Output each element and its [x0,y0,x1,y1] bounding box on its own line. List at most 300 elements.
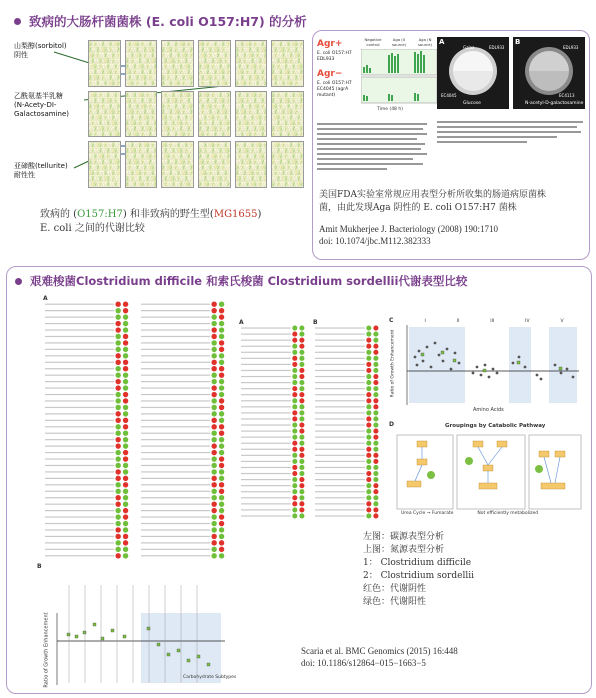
dot-row-label-placeholder [241,467,291,468]
phenotype-dot [366,404,371,409]
phenotype-dot [211,456,216,461]
dot-row-label-placeholder [45,504,114,505]
phenotype-dot [219,321,224,326]
phenotype-dot [373,501,378,506]
phenotype-dot [292,398,297,403]
phenotype-dot [115,456,120,461]
phenotype-dot [373,374,378,379]
amino-chart-ylabel: Ratio of Growth Enhancement [390,329,396,398]
section1-right-body [319,189,585,215]
caption-prefix: 致病的 ( [40,209,78,220]
dot-row-label-placeholder [315,467,365,468]
phenotype-dot [299,404,304,409]
dot-row-label-placeholder [141,426,210,427]
phenotype-dot [299,398,304,403]
dot-row-label-placeholder [45,529,114,530]
phenotype-dot [373,422,378,427]
phenotype-dot [292,368,297,373]
dot-row-label-placeholder [45,349,114,350]
phenotype-dot [123,385,128,390]
phenotype-dot [299,356,304,361]
dot-row-label-placeholder [315,479,365,480]
phenotype-dot [373,471,378,476]
phenotype-dot [211,347,216,352]
phenotype-dot [366,356,371,361]
phenotype-dot [366,338,371,343]
phenotype-dot [219,534,224,539]
phenotype-dot [373,435,378,440]
plate-a-tag: EDL933 [489,45,505,50]
plate-photo-a [437,37,509,109]
body-cn-line2: 菌，由此发现Aga 阴性的 E. coli O157:H7 菌株 [319,203,517,213]
phenotype-dot [373,404,378,409]
phenotype-dot [211,437,216,442]
phenotype-dot [123,437,128,442]
phenotype-dot [292,471,297,476]
phenotype-dot [219,398,224,403]
phenotype-dot [366,350,371,355]
agr-time-label: Time (48 h) [377,107,403,112]
phenotype-dot [115,476,120,481]
dot-row-label-placeholder [315,352,365,353]
phenotype-dot [123,314,128,319]
dot-row-label-placeholder [45,426,114,427]
dot-row-label-placeholder [315,497,365,498]
phenotype-dot [115,501,120,506]
phenotype-dot [299,392,304,397]
dot-row-label-placeholder [45,368,114,369]
dot-row-label-placeholder [45,407,114,408]
dot-row-label-placeholder [315,412,365,413]
phenotype-dot [299,416,304,421]
phenotype-dot [115,482,120,487]
group-label: II [456,319,460,324]
dot-row-label-placeholder [241,455,291,456]
phenotype-dot [211,353,216,358]
phenotype-dot [123,347,128,352]
phenotype-dot [366,453,371,458]
phenotype-dot [211,508,216,513]
plate [235,141,268,188]
phenotype-dot [115,443,120,448]
phenotype-dot [292,435,297,440]
phenotype-dot [219,431,224,436]
phenotype-dot [115,405,120,410]
phenotype-dot [115,431,120,436]
phenotype-dot [115,463,120,468]
phenotype-dot [219,476,224,481]
phenotype-dot [115,527,120,532]
amino-acid-plot [389,317,585,417]
plate [198,40,231,87]
legend-line4: 2： Clostridium sordellii [363,571,474,581]
phenotype-dot [219,411,224,416]
dot-row-label-placeholder [141,368,210,369]
phenotype-dot [123,431,128,436]
section1-citation [319,223,585,247]
plate [271,40,304,87]
phenotype-dot [123,302,128,307]
phenotype-dot [219,514,224,519]
phenotype-dot [211,398,216,403]
dot-row-label-placeholder [315,406,365,407]
agr-col-header: Aga (0 source) [391,37,407,47]
phenotype-dot [123,405,128,410]
citation1-line2: doi: 10.1074/jbc.M112.382333 [319,236,431,246]
phenotype-dot [219,553,224,558]
phenotype-dot [123,308,128,313]
dot-row-label-placeholder [141,400,210,401]
phenotype-dot [211,340,216,345]
phenotype-dot [299,483,304,488]
phenotype-dot [115,489,120,494]
phenotype-dot [123,334,128,339]
phenotype-dot [219,327,224,332]
phenotype-dot [211,360,216,365]
dot-row-label-placeholder [241,491,291,492]
phenotype-dot [115,327,120,332]
dot-row-label-placeholder [241,449,291,450]
plate [125,91,158,138]
body-cn-line1: 美国FDA实验室常规应用表型分析所收集的肠道病原菌株 [319,190,546,200]
dot-row-label-placeholder [315,388,365,389]
dot-row-label-placeholder [315,327,365,328]
dot-row-label-placeholder [141,420,210,421]
dot-row-label-placeholder [241,406,291,407]
phenotype-dot [219,501,224,506]
caption-line2: E. coli 之间的代谢比较 [40,223,145,234]
phenotype-dot [123,482,128,487]
plate [125,141,158,188]
phenotype-dot [299,374,304,379]
phenotype-dot [299,495,304,500]
phenotype-dot [219,540,224,545]
dot-row-label-placeholder [241,370,291,371]
nitrogen-figure-b [313,319,383,519]
phenotype-dot [211,418,216,423]
phenotype-dot [211,405,216,410]
phenotype-dot [366,368,371,373]
pathway-legend [401,511,538,516]
plate-a-tag: EC4045 [441,93,457,98]
legend-line6: 绿色：代谢阳性 [363,597,427,607]
phenotype-dot [366,471,371,476]
phenotype-dot [219,308,224,313]
phenotype-dot [292,501,297,506]
dot-row-label-placeholder [45,317,114,318]
phenotype-dot [123,501,128,506]
phenotype-dot [373,441,378,446]
phenotype-dot [373,453,378,458]
phenotype-dot [292,422,297,427]
phenotype-dot [211,366,216,371]
dot-row-label-placeholder [141,516,210,517]
phenotype-dot [115,514,120,519]
phenotype-dot [373,398,378,403]
plate-photo-b [513,37,585,109]
phenotype-dot [292,386,297,391]
plate-photos [437,37,587,117]
phenotype-dot [299,325,304,330]
phenotype-dot [219,379,224,384]
phenotype-dot [299,362,304,367]
pathway-legend-b: Not efficiently metabolized [477,511,539,516]
phenotype-dot [219,547,224,552]
dot-row-label-placeholder [45,471,114,472]
phenotype-dot [115,437,120,442]
phenotype-dot [123,534,128,539]
caption-mid: ) 和非致病的野生型( [122,209,214,220]
phenotype-dot [292,380,297,385]
phenotype-dot [123,366,128,371]
pathway-diagram [389,431,585,521]
bullet-icon [14,18,21,25]
phenotype-dot [366,477,371,482]
panel-letter-c: C [389,317,394,324]
phenotype-dot [366,332,371,337]
phenotype-dot [299,344,304,349]
dot-row-label-placeholder [315,503,365,504]
phenotype-dot [123,540,128,545]
phenotype-dot [123,353,128,358]
plate [235,91,268,138]
phenotype-dot [115,469,120,474]
plate [235,40,268,87]
phenotype-dot [292,441,297,446]
phenotype-dot [211,411,216,416]
citation2-line2: doi: 10.1186/s12864−015−1663−5 [301,658,426,668]
phenotype-dot [219,489,224,494]
phenotype-dot [123,469,128,474]
phenotype-dot [373,465,378,470]
dot-row-label-placeholder [241,485,291,486]
dot-row-label-placeholder [241,509,291,510]
dot-row-label-placeholder [141,465,210,466]
phenotype-dot [211,424,216,429]
dot-row-label-placeholder [45,413,114,414]
dot-row-label-placeholder [241,346,291,347]
dot-row-label-placeholder [45,465,114,466]
dot-row-label-placeholder [315,358,365,359]
phenotype-dot [115,508,120,513]
phenotype-dot [123,547,128,552]
dot-row-label-placeholder [241,430,291,431]
phenotype-dot [219,385,224,390]
phenotype-dot [219,482,224,487]
dot-row-label-placeholder [315,394,365,395]
legend-line3: 1： Clostridium difficile [363,558,472,568]
dot-row-label-placeholder [45,458,114,459]
phenotype-dot [211,514,216,519]
phenotype-dot [299,447,304,452]
plate-b-caption: N-acetyl-D-galactosamine [525,101,584,106]
plate [271,141,304,188]
phenotype-dot [366,410,371,415]
carbon-chart-group-label: Carbohydrate Subtypes [183,675,237,680]
dot-row-label-placeholder [141,349,210,350]
phenotype-dot [115,321,120,326]
dot-row-label-placeholder [241,424,291,425]
phenotype-dot [123,327,128,332]
phenotype-dot [211,527,216,532]
phenotype-dot [123,527,128,532]
nitrogen-figure-a [239,319,309,519]
phenotype-dot [299,338,304,343]
dot-row-label-placeholder [241,443,291,444]
phenotype-dot [211,489,216,494]
plate [88,40,121,87]
phenotype-dot [366,429,371,434]
dot-row-label-placeholder [141,323,210,324]
phenotype-dot [211,379,216,384]
phenotype-dot [373,489,378,494]
phenotype-dot [299,459,304,464]
plate-a-caption: Glucose [463,101,481,106]
phenotype-dot [373,459,378,464]
dot-row-label-placeholder [45,355,114,356]
section1-right-panel [312,30,590,260]
dot-row-label-placeholder [45,516,114,517]
dot-row-label-placeholder [45,478,114,479]
phenotype-dot [219,340,224,345]
phenotype-dot [366,374,371,379]
phenotype-dot [115,553,120,558]
dot-row-label-placeholder [315,346,365,347]
dot-row-label-placeholder [141,549,210,550]
dot-row-label-placeholder [315,333,365,334]
phenotype-dot [211,501,216,506]
dot-row-label-placeholder [45,310,114,311]
phenotype-dot [292,489,297,494]
phenotype-dot [292,350,297,355]
dot-row-label-placeholder [315,515,365,516]
dot-row-label-placeholder [241,364,291,365]
phenotype-dot [373,392,378,397]
phenotype-dot [299,477,304,482]
phenotype-dot [211,547,216,552]
dot-row-label-placeholder [45,555,114,556]
agr-strain1: E. coli O157:H7 EDL933 [317,51,352,62]
dot-row-label-placeholder [241,382,291,383]
dot-row-label-placeholder [45,549,114,550]
dot-row-label-placeholder [241,358,291,359]
phenotype-dot [211,314,216,319]
panel-letter-a2: A [239,319,244,326]
phenotype-dot [123,340,128,345]
phenotype-dot [115,347,120,352]
dot-row-label-placeholder [315,455,365,456]
dot-row-label-placeholder [315,473,365,474]
phenotype-dot [115,353,120,358]
label-galacto-en1: (N-Acety-DI- [14,101,57,109]
panel-letter-b2: B [313,319,318,326]
dot-row-label-placeholder [45,439,114,440]
dot-row-label-placeholder [45,542,114,543]
label-tellurite-text: 亚碲酸(tellurite) [14,162,68,170]
phenotype-dot [211,476,216,481]
dot-row-label-placeholder [45,375,114,376]
dot-row-label-placeholder [45,400,114,401]
phenotype-dot [299,422,304,427]
phenotype-dot [211,495,216,500]
phenotype-dot [115,540,120,545]
plate-b-letter: B [515,38,521,46]
dot-row-label-placeholder [241,503,291,504]
phenotype-dot [123,521,128,526]
phenotype-dot [373,477,378,482]
dot-row-label-placeholder [45,304,114,305]
phenotype-dot [292,344,297,349]
dot-row-label-placeholder [315,340,365,341]
phenotype-dot [123,495,128,500]
phenotype-dot [292,325,297,330]
dot-row-label-placeholder [45,342,114,343]
dot-row-label-placeholder [241,376,291,377]
phenotype-dot [292,392,297,397]
dot-row-label-placeholder [241,418,291,419]
carbon-dot-matrix-right [139,301,229,559]
plate-b-tag: EC4113 [559,93,575,98]
agr-col-header: Negative control [364,37,382,47]
phenotype-dot [366,501,371,506]
phenotype-dot [211,327,216,332]
phenotype-dot [219,405,224,410]
phenotype-dot [219,463,224,468]
phenotype-dot [123,553,128,558]
dot-row-label-placeholder [141,433,210,434]
phenotype-dot [373,429,378,434]
phenotype-dot [219,302,224,307]
phenotype-plate-grid [88,40,304,188]
phenotype-dot [211,553,216,558]
plate [125,40,158,87]
plate [88,91,121,138]
dot-row-label-placeholder [45,433,114,434]
dot-row-label-placeholder [141,529,210,530]
phenotype-dot [211,482,216,487]
dot-row-label-placeholder [141,355,210,356]
label-galacto-text: 乙酰氨基半乳糖 [14,92,63,100]
dot-row-label-placeholder [241,412,291,413]
pathway-title: Groupings by Catabolic Pathway [445,423,546,429]
dot-row-label-placeholder [45,536,114,537]
section2-title-text: 艰难梭菌Clostridium difficile 和索氏梭菌 Clostridium sordellii代谢表型比较 [30,274,468,288]
phenotype-dot [373,368,378,373]
amino-acid-chart-c [389,317,585,417]
phenotype-dot [211,334,216,339]
group-label: IV [525,319,530,324]
dot-row-label-placeholder [45,387,114,388]
dot-row-label-placeholder [241,515,291,516]
phenotype-dot [366,380,371,385]
phenotype-dot [219,347,224,352]
phenotype-dot [211,463,216,468]
dot-row-label-placeholder [315,418,365,419]
panel-letter-a: A [43,295,48,302]
dot-row-label-placeholder [45,484,114,485]
label-tellurite-res: 耐性性 [14,171,35,179]
phenotype-dot [211,521,216,526]
phenotype-dot [115,411,120,416]
phenotype-dot [373,410,378,415]
dot-row-label-placeholder [141,478,210,479]
dot-row-label-placeholder [141,484,210,485]
carbon-ratio-chart [37,563,237,691]
dot-row-label-placeholder [45,381,114,382]
phenotype-dot [115,340,120,345]
nitrogen-dot-matrix-b [313,325,383,519]
phenotype-dot [373,338,378,343]
